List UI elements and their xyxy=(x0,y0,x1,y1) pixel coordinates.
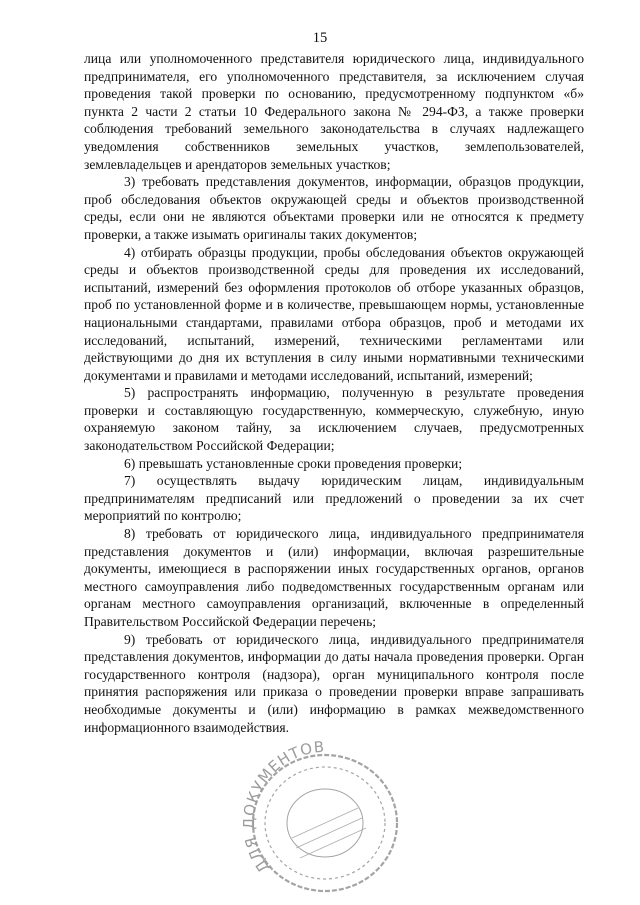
paragraph-item-7: 7) осуществлять выдачу юридическим лицам, индивидуальным предпринимателям предписаний или предложений о проведении за их счет мероприятий по контролю; xyxy=(84,473,584,524)
round-stamp xyxy=(230,738,410,898)
stamp-text: ДЛЯ ДОКУМЕНТОВ xyxy=(239,738,326,877)
svg-text:ДЛЯ ДОКУМЕНТОВ xyxy=(240,738,326,876)
paragraph-item-6: 6) превышать установленные сроки проведения проверки; xyxy=(124,455,463,471)
paragraph-item-3: 3) требовать представления документов, информации, образцов продукции, проб обследования объектов окружающей среды и объектов производственной среды, если они не являются объектами проверки или не относятся к предмету проверки, а также изымать оригиналы таких документов; xyxy=(84,174,584,242)
page-number: 15 xyxy=(312,30,328,46)
paragraph-item-5: 5) распространять информацию, полученную в результате проведения проверки и составляющую государственную, коммерческую, служебную, иную охраняемую законом тайну, за исключением случаев, предусмотренных законодательством Российской Федерации; xyxy=(84,385,584,454)
document-body xyxy=(84,50,584,736)
paragraph-continuation: лица или уполномоченного представителя юридического лица, индивидуального предпринимателя, его уполномоченного представителя, за исключением случая проведения такой проверки по основанию, предусмотренному подпунктом «б» пункта 2 части 2 статьи 10 Федерального закона № 294-ФЗ, а также проверки соблюдения требований земельного законодательства в случаях надлежащего уведомления собственников земельных участков, землепользователей, землевладельцев и арендаторов земельных участков; xyxy=(84,51,584,172)
paragraph-item-9: 9) требовать от юридического лица, индивидуального предпринимателя представления документов, информации до даты начала проведения проверки. Орган государственного контроля (надзора), орган муниципального контроля после принятия распоряжения или приказа о проведении проверки вправе запрашивать необходимые документы и (или) информацию в рамках межведомственного информационного взаимодействия. xyxy=(84,631,584,735)
paragraph-item-4: 4) отбирать образцы продукции, пробы обследования объектов окружающей среды и объектов производственной среды для проведения их исследований, испытаний, измерений без оформления протоколов об отборе указанных образцов, проб по установленной форме и в количестве, превышающем нормы, установленные национальными стандартами, правилами отбора образцов, проб и методами их исследований, испытаний, измерений, техническими регламентами или действующими до дня их вступления в силу иными нормативными техническими документами и правилами и методами исследований, испытаний, измерений; xyxy=(84,244,584,383)
paragraph-item-8: 8) требовать от юридического лица, индивидуального предпринимателя представления документов и (или) информации, включая разрешительные документы, имеющиеся в распоряжении иных государственных органов, органов местного самоуправления либо подведомственных государственным органам или органам местного самоуправления организаций, включенные в определенный Правительством Российской Федерации перечень; xyxy=(84,526,584,629)
